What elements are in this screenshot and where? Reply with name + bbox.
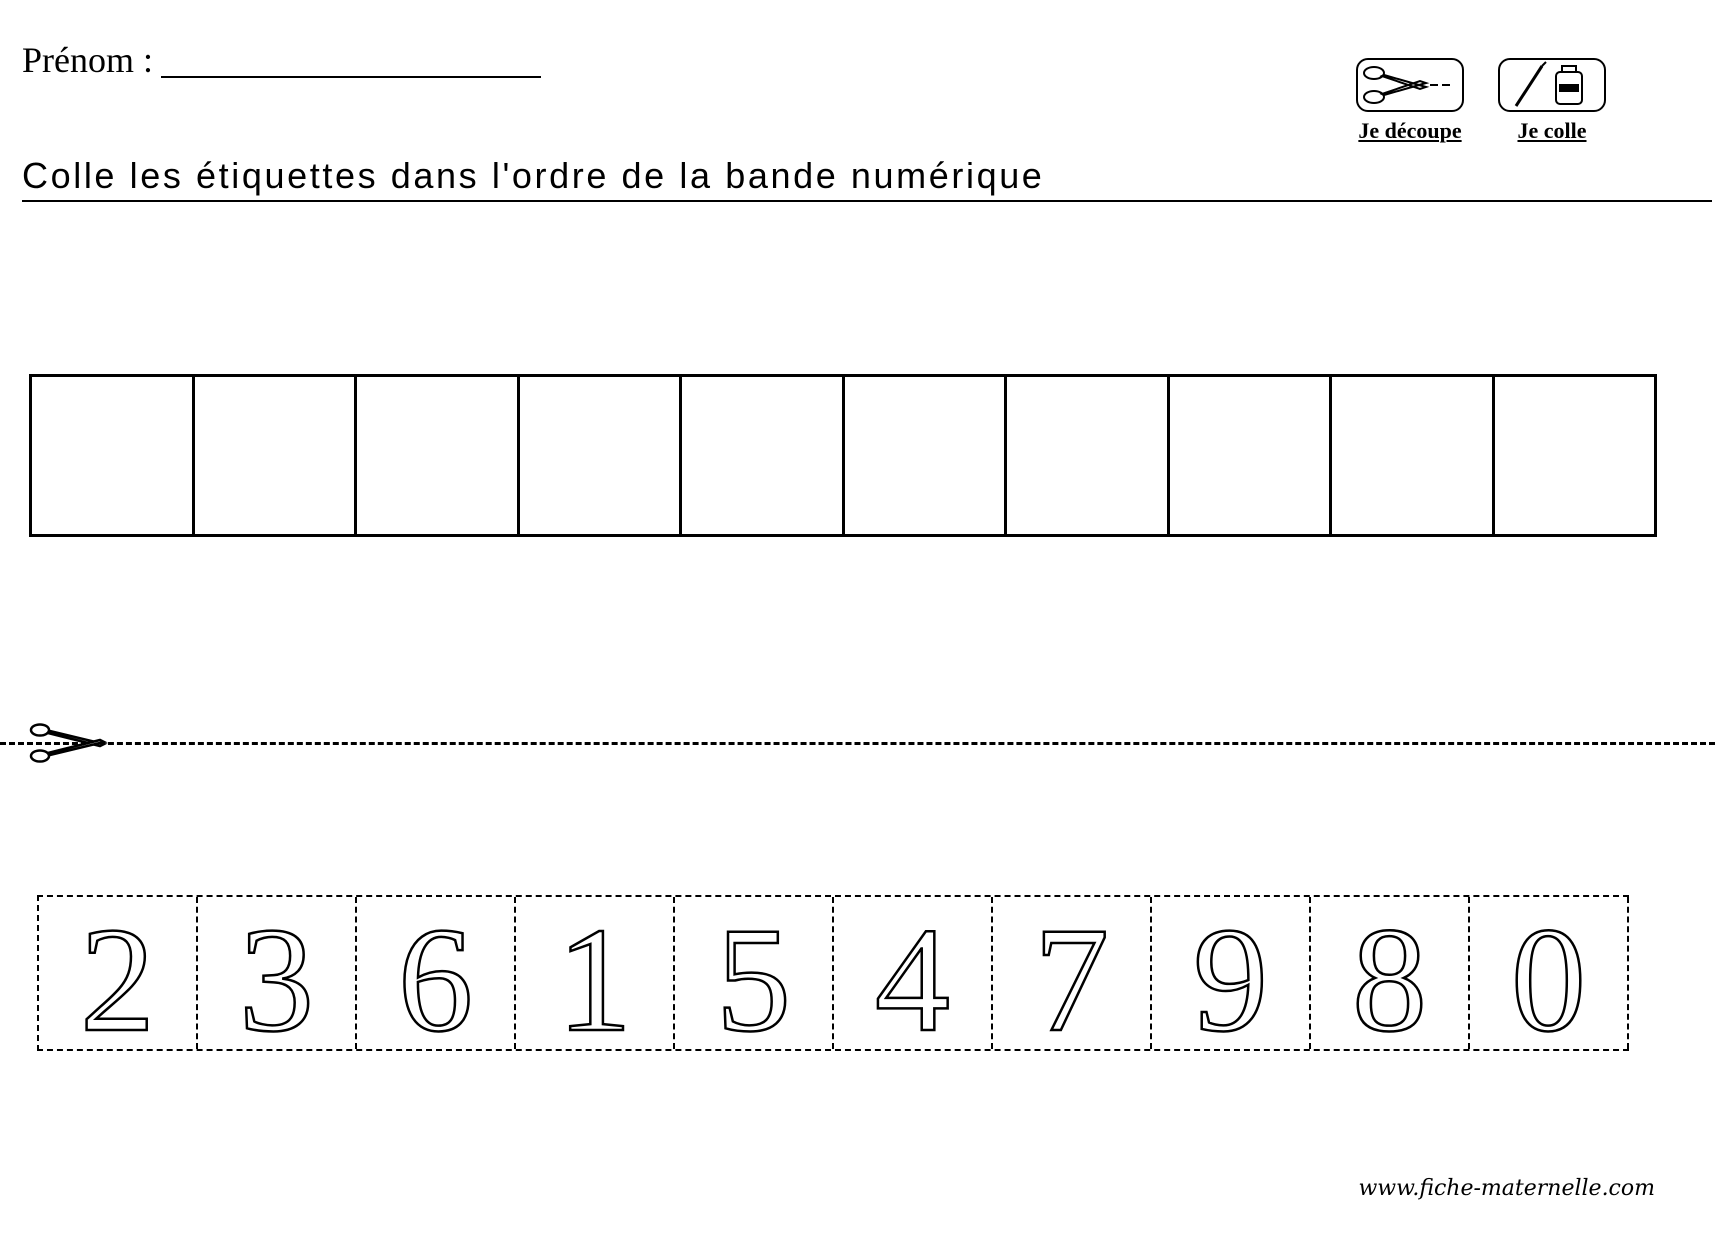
digit-text: 1 xyxy=(557,897,632,1063)
digit-label[interactable] xyxy=(993,897,1152,1063)
digit-text: 8 xyxy=(1352,897,1427,1063)
digit-label[interactable] xyxy=(1152,897,1311,1063)
strip-cell xyxy=(1007,377,1170,534)
digit-label[interactable] xyxy=(675,897,834,1063)
scissors-icon xyxy=(1360,61,1460,109)
name-blank-line xyxy=(161,40,541,78)
strip-cell xyxy=(1495,377,1658,534)
footer-url: www.fiche-maternelle.com xyxy=(1358,1176,1655,1201)
strip-cell xyxy=(357,377,520,534)
digit-text: 9 xyxy=(1193,897,1268,1063)
pictogram-cut-label: Je découpe xyxy=(1358,118,1462,143)
pictogram-glue-box xyxy=(1498,58,1606,112)
strip-cell xyxy=(520,377,683,534)
cut-line xyxy=(0,742,1715,745)
digit-label[interactable] xyxy=(1470,897,1629,1063)
digit-label[interactable] xyxy=(834,897,993,1063)
name-field xyxy=(22,40,541,78)
digit-label[interactable] xyxy=(1311,897,1470,1063)
strip-cell xyxy=(32,377,195,534)
digit-label[interactable] xyxy=(198,897,357,1063)
glue-icon xyxy=(1502,60,1602,110)
pictogram-glue-label: Je colle xyxy=(1517,118,1587,143)
digit-labels xyxy=(37,895,1629,1063)
instruction-text: Colle les étiquettes dans l'ordre de la bande numérique xyxy=(22,155,1045,196)
number-strip xyxy=(29,374,1657,537)
digit-label[interactable] xyxy=(516,897,675,1063)
strip-cell xyxy=(682,377,845,534)
strip-cell xyxy=(845,377,1008,534)
strip-cell xyxy=(1170,377,1333,534)
strip-cell xyxy=(1332,377,1495,534)
pictogram-cut-box xyxy=(1356,58,1464,112)
digit-text: 0 xyxy=(1511,897,1586,1063)
digit-text: 4 xyxy=(875,897,950,1063)
digit-text: 3 xyxy=(239,897,314,1063)
digit-label[interactable] xyxy=(39,897,198,1063)
digit-text: 6 xyxy=(398,897,473,1063)
digit-label[interactable] xyxy=(357,897,516,1063)
pictogram-glue xyxy=(1496,58,1608,144)
digit-text: 2 xyxy=(80,897,155,1063)
digit-text: 5 xyxy=(716,897,791,1063)
scissors-icon xyxy=(28,720,108,766)
digit-text: 7 xyxy=(1034,897,1109,1063)
pictogram-cut xyxy=(1354,58,1466,144)
strip-cell xyxy=(195,377,358,534)
name-label: Prénom : xyxy=(22,40,153,80)
header-divider xyxy=(22,200,1712,202)
